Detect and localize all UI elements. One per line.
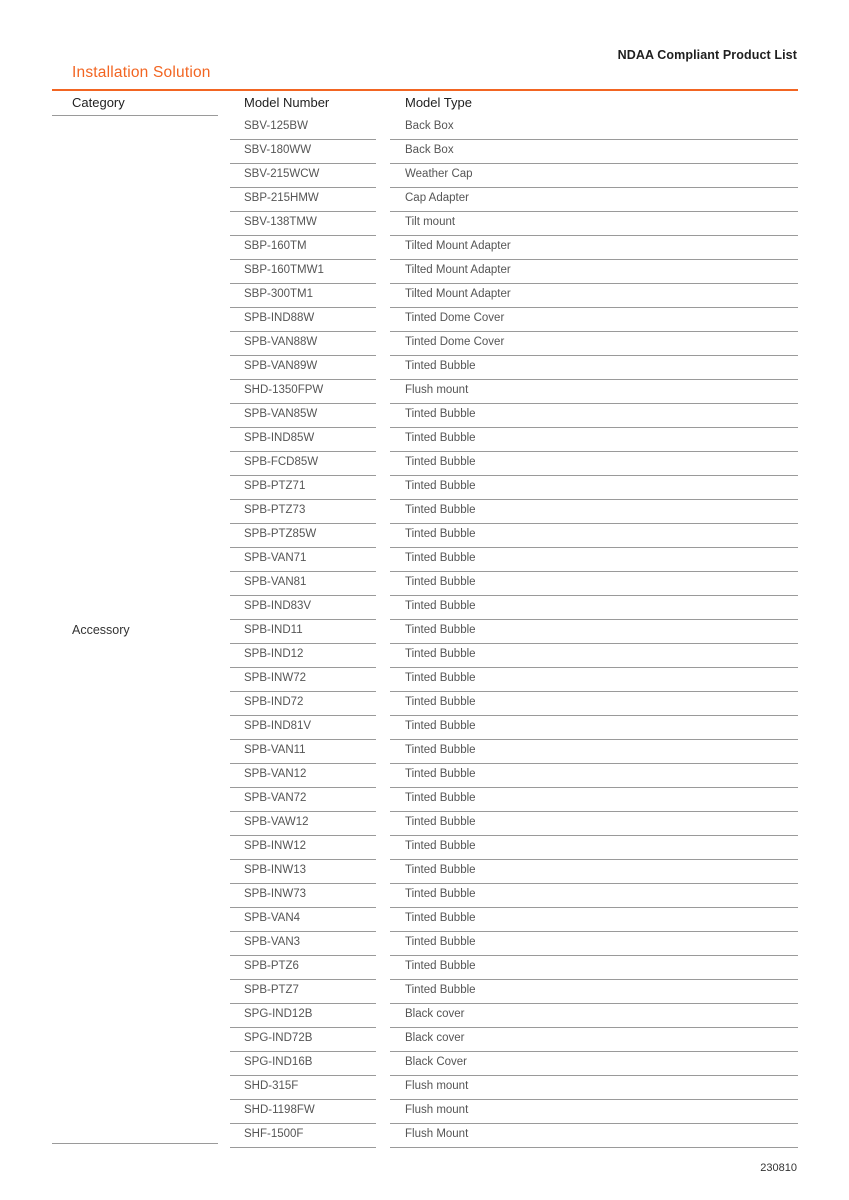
model-number-cell: SPB-VAN71 <box>244 552 307 564</box>
table-row <box>0 380 849 404</box>
model-number-cell: SPB-VAN4 <box>244 912 301 924</box>
model-number-cell: SPB-INW12 <box>244 840 306 852</box>
table-row <box>0 308 849 332</box>
model-number-cell: SPG-IND16B <box>244 1056 313 1068</box>
table-row <box>0 740 849 764</box>
table-row <box>0 356 849 380</box>
model-type-cell: Cap Adapter <box>405 192 469 204</box>
header-rule <box>52 89 798 91</box>
model-type-cell: Tilted Mount Adapter <box>405 288 511 300</box>
table-row <box>0 428 849 452</box>
model-number-cell: SPB-PTZ7 <box>244 984 299 996</box>
model-number-cell: SPB-PTZ6 <box>244 960 299 972</box>
model-type-cell: Tinted Bubble <box>405 864 476 876</box>
model-type-cell: Tinted Dome Cover <box>405 336 505 348</box>
model-number-cell: SHD-315F <box>244 1080 299 1092</box>
column-header-model-type: Model Type <box>405 95 472 110</box>
table-row <box>0 404 849 428</box>
model-number-cell: SBV-138TMW <box>244 216 317 228</box>
table-row <box>0 836 849 860</box>
model-number-cell: SPB-VAN72 <box>244 792 307 804</box>
table-row <box>0 500 849 524</box>
model-type-cell: Tinted Bubble <box>405 624 476 636</box>
model-type-cell: Back Box <box>405 120 454 132</box>
table-row <box>0 236 849 260</box>
model-type-cell: Tinted Bubble <box>405 480 476 492</box>
table-row <box>0 164 849 188</box>
model-number-cell: SPB-PTZ71 <box>244 480 306 492</box>
model-number-cell: SBV-215WCW <box>244 168 320 180</box>
model-type-cell: Tinted Bubble <box>405 816 476 828</box>
table-row <box>0 596 849 620</box>
model-type-cell: Flush mount <box>405 384 469 396</box>
model-type-cell: Tinted Bubble <box>405 984 476 996</box>
model-type-cell: Tinted Bubble <box>405 600 476 612</box>
model-type-cell: Tinted Bubble <box>405 696 476 708</box>
model-type-cell: Tinted Bubble <box>405 528 476 540</box>
model-number-cell: SPG-IND72B <box>244 1032 313 1044</box>
table-row <box>0 524 849 548</box>
model-number-cell: SPB-VAN12 <box>244 768 307 780</box>
category-label: Accessory <box>72 623 130 637</box>
model-type-cell: Tilted Mount Adapter <box>405 240 511 252</box>
model-number-cell: SBV-125BW <box>244 120 308 132</box>
column-header-category: Category <box>72 95 125 110</box>
model-type-cell: Tinted Bubble <box>405 936 476 948</box>
product-table-rows <box>0 116 849 1148</box>
model-type-cell: Tinted Bubble <box>405 360 476 372</box>
table-row <box>0 548 849 572</box>
model-type-cell: Flush mount <box>405 1080 469 1092</box>
document-title: NDAA Compliant Product List <box>617 48 797 62</box>
model-number-cell: SPB-INW13 <box>244 864 306 876</box>
model-type-cell: Flush mount <box>405 1104 469 1116</box>
table-row <box>0 1004 849 1028</box>
table-row <box>0 212 849 236</box>
model-number-cell: SHF-1500F <box>244 1128 304 1140</box>
model-number-cell: SPB-IND72 <box>244 696 304 708</box>
model-number-cell: SPB-VAN88W <box>244 336 318 348</box>
table-row <box>0 284 849 308</box>
model-number-cell: SBP-215HMW <box>244 192 319 204</box>
table-row <box>0 812 849 836</box>
model-type-cell: Flush Mount <box>405 1128 469 1140</box>
model-type-cell: Back Box <box>405 144 454 156</box>
table-row <box>0 116 849 140</box>
model-type-cell: Tinted Bubble <box>405 720 476 732</box>
model-number-cell: SBV-180WW <box>244 144 312 156</box>
table-row <box>0 1028 849 1052</box>
model-type-cell: Tinted Bubble <box>405 744 476 756</box>
table-row <box>0 260 849 284</box>
model-number-cell: SPB-VAN3 <box>244 936 301 948</box>
table-row <box>0 1076 849 1100</box>
model-type-cell: Tinted Bubble <box>405 648 476 660</box>
model-type-cell: Tinted Bubble <box>405 888 476 900</box>
model-type-cell: Tinted Bubble <box>405 504 476 516</box>
table-row <box>0 644 849 668</box>
model-number-cell: SHD-1198FW <box>244 1104 315 1116</box>
model-type-cell: Tinted Bubble <box>405 672 476 684</box>
table-row <box>0 932 849 956</box>
model-number-cell: SPB-IND11 <box>244 624 303 636</box>
table-row <box>0 716 849 740</box>
model-type-cell: Tinted Bubble <box>405 408 476 420</box>
model-number-cell: SPB-IND88W <box>244 312 315 324</box>
table-row <box>0 788 849 812</box>
model-number-cell: SHD-1350FPW <box>244 384 324 396</box>
table-row <box>0 140 849 164</box>
table-row <box>0 764 849 788</box>
model-number-cell: SPB-VAN81 <box>244 576 307 588</box>
model-type-cell: Tinted Bubble <box>405 960 476 972</box>
model-number-cell: SPG-IND12B <box>244 1008 313 1020</box>
model-number-cell: SPB-PTZ85W <box>244 528 317 540</box>
model-type-cell: Tinted Bubble <box>405 432 476 444</box>
table-row <box>0 1100 849 1124</box>
model-type-cell: Tinted Bubble <box>405 552 476 564</box>
table-row <box>0 620 849 644</box>
model-type-cell: Tilted Mount Adapter <box>405 264 511 276</box>
model-number-cell: SPB-IND83V <box>244 600 312 612</box>
table-row <box>0 332 849 356</box>
model-number-cell: SPB-VAN89W <box>244 360 318 372</box>
model-number-cell: SBP-300TM1 <box>244 288 314 300</box>
model-number-cell: SPB-VAN85W <box>244 408 318 420</box>
model-type-cell: Tinted Bubble <box>405 768 476 780</box>
row-rule-type <box>390 1147 798 1148</box>
table-row <box>0 188 849 212</box>
table-row <box>0 476 849 500</box>
table-row <box>0 860 849 884</box>
model-type-cell: Tinted Bubble <box>405 456 476 468</box>
model-type-cell: Tinted Bubble <box>405 912 476 924</box>
model-number-cell: SPB-VAW12 <box>244 816 309 828</box>
column-header-model-number: Model Number <box>244 95 330 110</box>
table-row <box>0 452 849 476</box>
section-title: Installation Solution <box>72 64 211 81</box>
model-number-cell: SPB-VAN11 <box>244 744 306 756</box>
model-number-cell: SPB-PTZ73 <box>244 504 306 516</box>
model-type-cell: Tinted Bubble <box>405 576 476 588</box>
table-row <box>0 668 849 692</box>
table-row <box>0 908 849 932</box>
model-number-cell: SPB-IND12 <box>244 648 304 660</box>
model-number-cell: SPB-IND85W <box>244 432 315 444</box>
row-rule-model <box>230 1147 376 1148</box>
model-type-cell: Tinted Dome Cover <box>405 312 505 324</box>
model-type-cell: Black cover <box>405 1032 465 1044</box>
model-type-cell: Tilt mount <box>405 216 456 228</box>
page-code: 230810 <box>760 1162 797 1174</box>
model-number-cell: SPB-FCD85W <box>244 456 319 468</box>
table-row <box>0 572 849 596</box>
table-row <box>0 884 849 908</box>
model-number-cell: SPB-INW72 <box>244 672 306 684</box>
model-number-cell: SPB-IND81V <box>244 720 312 732</box>
table-row <box>0 980 849 1004</box>
model-type-cell: Tinted Bubble <box>405 840 476 852</box>
table-row <box>0 1124 849 1148</box>
model-type-cell: Tinted Bubble <box>405 792 476 804</box>
model-number-cell: SPB-INW73 <box>244 888 306 900</box>
table-row <box>0 956 849 980</box>
model-type-cell: Weather Cap <box>405 168 473 180</box>
model-type-cell: Black cover <box>405 1008 465 1020</box>
model-type-cell: Black Cover <box>405 1056 467 1068</box>
model-number-cell: SBP-160TM <box>244 240 307 252</box>
model-number-cell: SBP-160TMW1 <box>244 264 324 276</box>
table-row <box>0 1052 849 1076</box>
table-row <box>0 692 849 716</box>
